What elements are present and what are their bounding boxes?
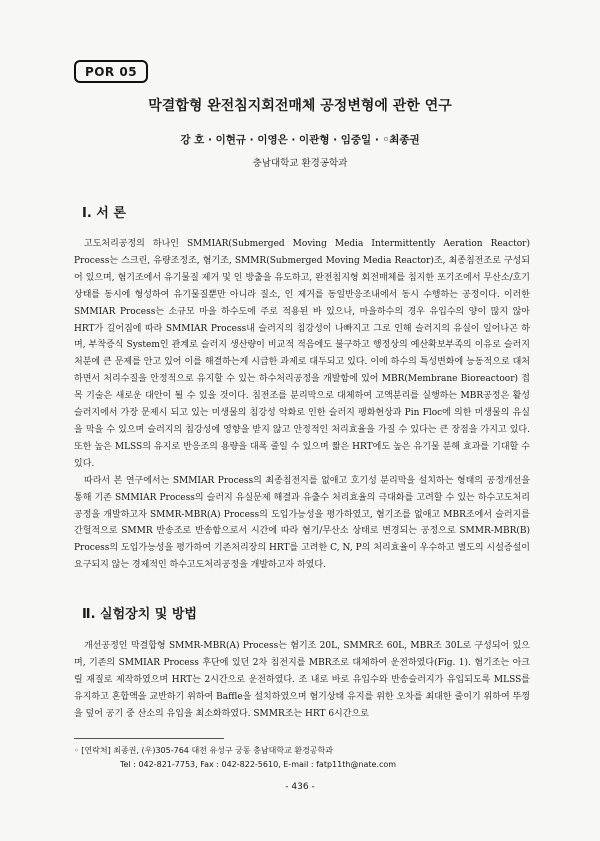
author-list: 강 호 · 이현규 · 이영은 · 이관형 · 임중일 · ◦최종권 [180, 134, 420, 146]
paper-title: 막결합형 완전침지회전매체 공정변형에 관한 연구 [148, 98, 452, 114]
paragraph: 개선공정인 막결합형 SMMR-MBR(A) Process는 혐기조 20L, SMMR조 60L, MBR조 30L로 구성되어 있으며, 기존의 SMMIAR Process 후단에 있던 2차 침전지를 MBR조로 대체하여 운전하였다(Fig. 1). 혐기조는 아크릴 재질로 제작하였으며 HRT는 2시간으로 운전하였다. 조 내로 바로 유입수와 반송슬러지가 유입되도록 MLSS를 유지하고 혼합액을 교반하기 위하여 Baffle을 설치하였으며 혐기상태 유지를 위한 오차를 최대한 줄이기 위하여 뚜껑을 덮어 공기 중 산소의 유입을 최소화하였다. SMMR조는 HRT 6시간으로 [74, 641, 530, 719]
section-body-introduction [74, 236, 530, 574]
paragraph: 따라서 본 연구에서는 SMMIAR Process의 최종침전지를 없애고 호기성 분리막을 설치하는 형태의 공정개선을 통해 기존 SMMIAR Process의 슬러지 유실문제 해결과 유출수 처리효율의 극대화를 고려할 수 있는 하수고도처리공정을 개발하고자 SMMR-MBR(A) Process의 도입가능성을 평가하였고, 혐기조를 없애고 MBR조에서 슬러지를 간헐적으로 SMMR 반송조로 반송함으로서 시간에 따라 혐기/무산소 상태로 변경되는 공정으로 SMMR-MBR(B) Process의 도입가능성을 평가하여 기존처리장의 HRT를 고려한 C, N, P의 처리효율이 우수하고 별도의 시설증설이 요구되지 않는 경제적인 하수고도처리공정을 개발하고자 하였다. [74, 475, 530, 571]
footnote-phone-line: Tel : 042-821-7753, Fax : 042-822-5610, E-mail : fatp11th@nate.com [120, 760, 397, 769]
footnote-divider [74, 738, 224, 739]
section-body-methods [74, 638, 530, 723]
page-number: - 436 - [285, 782, 315, 792]
paragraph: 고도처리공정의 하나인 SMMIAR(Submerged Moving Media Intermittently Aeration Reactor) Process는 스크린, 유량조정조, 혐기조, SMMR(Submerged Moving Media Reactor)조, 최종침전조로 구성되어 있으며, 혐기조에서 유기물질 제거 및 인 방출을 유도하고, 완전침지형 회전매체를 침지한 포기조에서 무산소/호기 상태를 동시에 형성하여 유기물질뿐만 아니라 질소, 인 제거를 동일반응조내에서 동시 수행하는 공정이다. 이러한 SMMIAR Process는 소규모 마을 하수도에 주로 적용된 바 있으나, 마을하수의 경우 유입수의 양이 많지 않아 HRT가 길어짐에 따라 SMMIAR Process내 슬러지의 침강성이 나빠지고 그로 인해 슬러지의 유실이 일어나곤 하며, 부착증식 System인 관계로 슬러지 생산량이 비교적 적음에도 불구하고 행정상의 예산확보부족의 이유로 슬러지 처분에 큰 문제를 안고 있어 이를 해결하는게 시급한 과제로 대두되고 있다. 이에 하수의 특성변화에 능동적으로 대처하면서 처리수질을 안정적으로 유지할 수 있는 하수처리공정을 개발함에 있어 MBR(Membrane Bioreactoor) 접목 기술은 새로운 대안이 될 수 있을 것이다. 침전조를 분리막으로 대체하여 고액분리를 실행하는 MBR공정은 활성슬러지에서 가장 문제시 되고 있는 미생물의 침강성 악화로 인한 슬러지 팽화현상과 Pin Floc에 의한 미생물의 유실을 막을 수 있으며 슬러지의 침강성에 영향을 받지 않고 안정적인 처리효율을 가질 수 있다는 큰 장점을 가지고 있다. 또한 높은 MLSS의 유지로 반응조의 용량을 대폭 줄일 수 있으며 짧은 HRT에도 높은 유기물 분해 효과를 기대할 수 있다. [74, 239, 530, 469]
section-heading-introduction: Ⅰ. 서 론 [82, 206, 126, 221]
contact-footnote [74, 744, 530, 772]
affiliation: 충남대학교 환경공학과 [252, 158, 348, 169]
footnote-contact-line: ◦ [연락처] 최종권, (우)305-764 대전 유성구 궁동 충남대학교 환경공학과 [74, 746, 333, 755]
poster-tag: POR 05 [74, 60, 148, 83]
section-heading-methods: Ⅱ. 실험장치 및 방법 [82, 607, 197, 622]
